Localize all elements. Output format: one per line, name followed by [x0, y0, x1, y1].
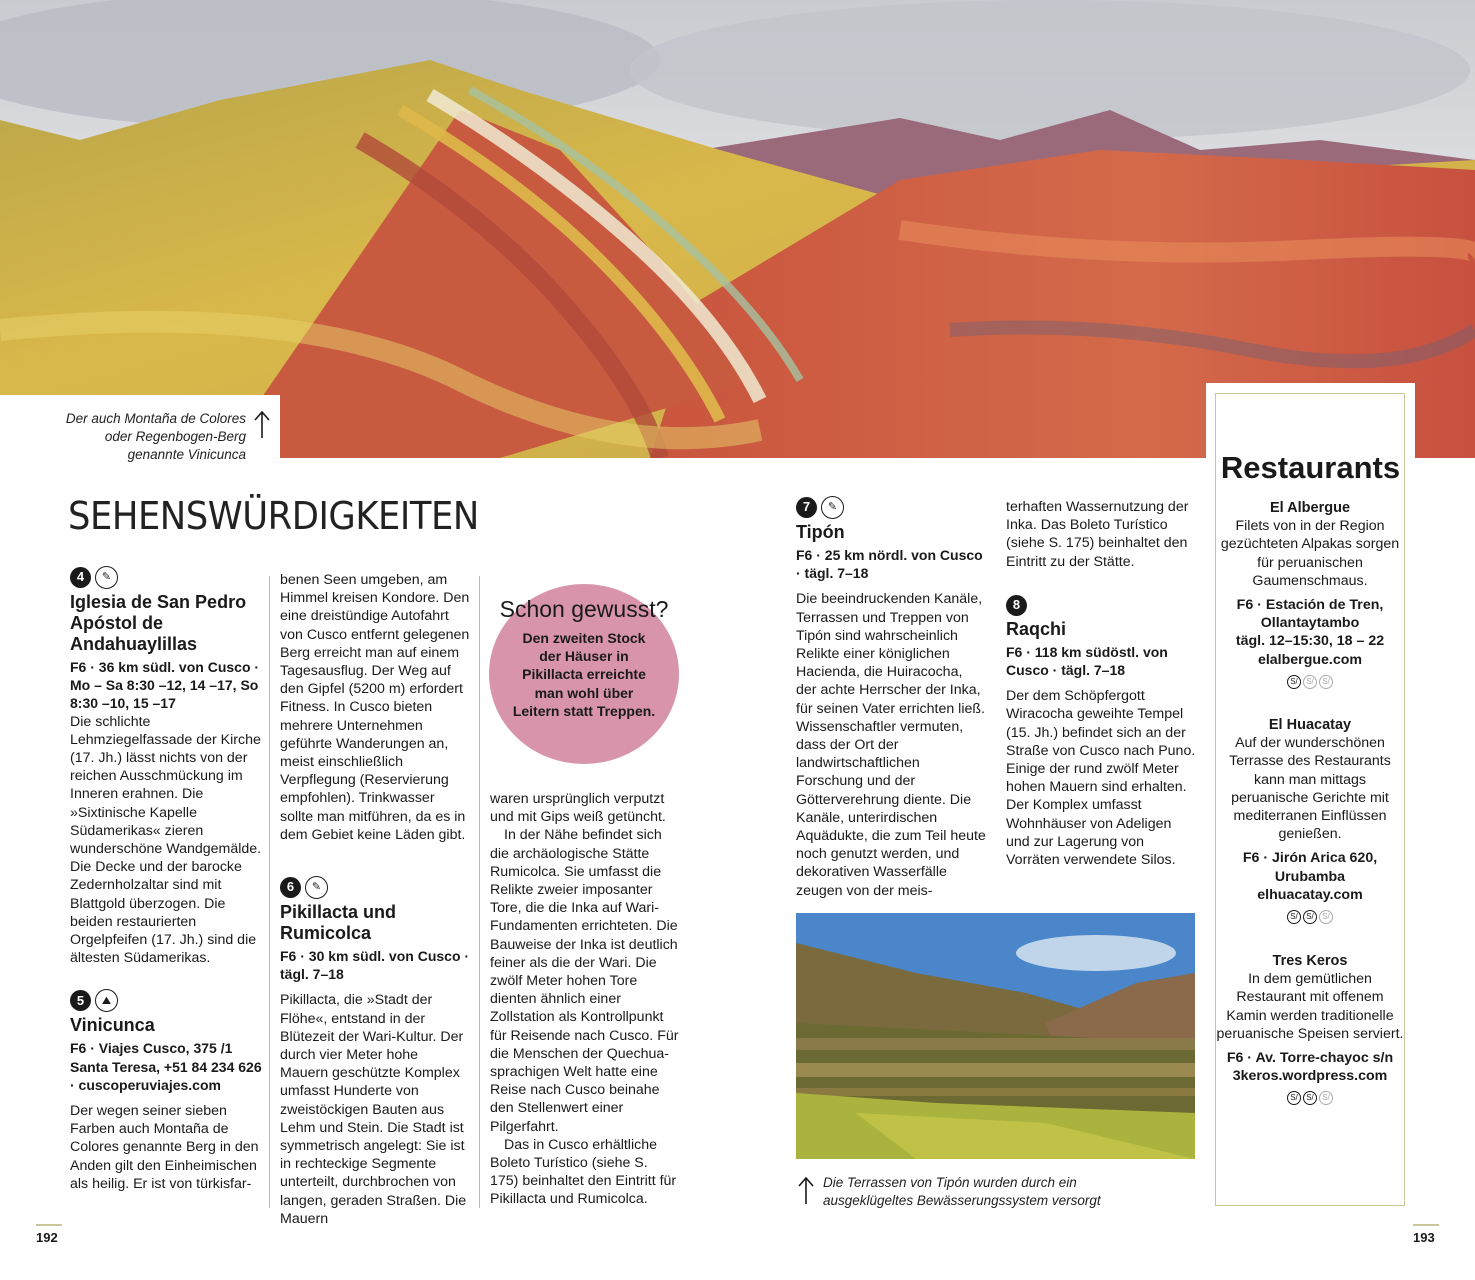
ruins-icon: ✎: [305, 876, 328, 899]
entry-text-vinicunca-a: Der wegen seiner sieben Farben auch Montaña de Colores genannte Berg in den Anden gilt den Einheimischen als heilig. Er ist von türkisfar-: [70, 1103, 259, 1192]
entry-text-raqchi: Der dem Schöpfergott Wiracocha geweihte Tempel (15. Jh.) befindet sich an der Straße von Cusco nach Puno. Einige der rund zwölf Meter hohen Mauern sind erhalten. Der Komplex umfasst Wohnhäuser von Adeligen und zur Lagerung von Vorräten verwendete Silos.: [1006, 688, 1196, 869]
price-rating: S/ S/ S/: [1216, 910, 1404, 924]
restaurant-web[interactable]: elalbergue.com: [1257, 651, 1363, 668]
price-rating: S/ S/ S/: [1216, 675, 1404, 689]
restaurant-tres-keros: [1216, 952, 1404, 1105]
did-you-know-title: Schon gewusst?: [499, 596, 669, 622]
column-1: [70, 566, 262, 1193]
restaurant-name: El Huacatay: [1268, 717, 1352, 733]
entry-title-andahuaylillas: Iglesia de San Pedro Apóstol de Andahuaylillas: [70, 592, 247, 654]
column-divider: [479, 576, 480, 1208]
entry-info-raqchi: F6 · 118 km südöstl. von Cusco · tägl. 7–18: [1006, 643, 1168, 679]
entry-info-andahuaylillas: F6 · 36 km südl. von Cusco · Mo – Sa 8:30 –12, 14 –17, So 8:30 –10, 15 –17: [70, 659, 260, 712]
restaurant-hours: tägl. 12–15:30, 18 – 22: [1235, 633, 1385, 650]
entry-title-vinicunca: Vinicunca: [70, 1015, 155, 1036]
entry-text-tipon-b: terhaften Wassernutzung der Inka. Das Boleto Turístico (siehe S. 175) beinhaltet den Eintritt zu der Stätte.: [1006, 499, 1189, 570]
column-3: [490, 790, 680, 1209]
entry-info-vinicunca: F6 · Viajes Cusco, 375 /1 Santa Teresa, +51 84 234 626 · cuscoperuviajes.com: [70, 1040, 262, 1093]
did-you-know-bubble: [489, 584, 679, 764]
restaurant-el-albergue: [1216, 499, 1404, 689]
entry-text-tipon-a: Die beeindruckenden Kanäle, Terrassen und Treppen von Tipón sind wahrscheinlich Relikte einer königlichen Hacienda, die Huiracocha, der achte Herrscher der Inka, für seinen Vater errichten ließ. Wissenschaftler vermuten, dass der Ort der landwirtschaftlichen Forschung und der Götterverehrung diente. Die Kanäle, unterirdischen Aquädukte, die zum Teil heute noch genutzt werden, und dekorativen Wasserfälle zeugen von der meis-: [796, 591, 986, 899]
section-title: SEHENSWÜRDIGKEITEN: [68, 494, 479, 538]
entry-number-8: 8: [1006, 595, 1027, 616]
restaurant-desc: Filets von in der Region gezüchteten Alpakas sorgen für peruanischen Gaumenschmaus.: [1220, 518, 1400, 589]
entry-title-pikillacta: Pikillacta und Rumicolca: [280, 902, 397, 944]
restaurants-title: Restaurants: [1220, 450, 1401, 485]
entry-text-andahuaylillas: Die schlichte Lehmziegelfassade der Kirche (17. Jh.) lässt nichts von der reichen Ausschmückung im Inneren erahnen. Die »Sixtinische Kapelle Südamerikas« zieren wunderschöne Wandgemälde. Die Decke und der barocke Zedernholzaltar sind mit Blattgold überzogen. Die beiden restaurierten Orgelpfeifen (17. Jh.) sind die ältesten Südamerikas.: [70, 713, 262, 967]
terraces-illustration: [796, 913, 1195, 1159]
restaurant-location: F6 · Estación de Tren, Ollantaytambo: [1236, 597, 1384, 632]
restaurant-desc: In dem gemütlichen Restaurant mit offenem Kamin werden traditionelle peruanische Speisen serviert.: [1216, 971, 1404, 1042]
column-divider: [269, 576, 270, 1208]
entry-info-tipon: F6 · 25 km nördl. von Cusco · tägl. 7–18: [796, 547, 983, 582]
restaurant-location: F6 · Jirón Arica 620, Urubamba: [1242, 850, 1378, 885]
photo-caption: Der auch Montaña de Colores oder Regenbogen-Berg genannte Vinicunca: [65, 411, 246, 462]
page-number-right: 193: [1413, 1230, 1435, 1245]
did-you-know-text: Den zweiten Stock der Häuser in Pikillacta erreichte man wohl über Leitern statt Treppen.: [512, 630, 656, 719]
entry-text-pikillacta-b: waren ursprünglich verputzt und mit Gips weiß getüncht.: [490, 791, 666, 826]
photo-tipon-terraces: [796, 913, 1195, 1159]
mountain-icon: ⛰: [95, 989, 118, 1012]
ruins-icon: ✎: [821, 496, 844, 519]
column-5: [1006, 498, 1196, 869]
entry-text-pikillacta-a: Pikillacta, die »Stadt der Flöhe«, entstand in der Blütezeit der Wari-Kultur. Der durch vier Meter hohe Mauern geschützte Komplex umfasst Hunderte von zweistöckigen Bauten aus Lehm und Stein. Die Stadt ist symmetrisch angelegt: Sie ist in rechteckige Segmente unterteilt, durchbrochen von langen, geraden Straßen. Die Mauern: [280, 992, 467, 1227]
price-rating: S/ S/ S/: [1216, 1091, 1404, 1105]
entry-number-4: 4: [70, 567, 91, 588]
restaurant-web[interactable]: elhuacatay.com: [1257, 886, 1363, 903]
restaurant-el-huacatay: [1216, 716, 1404, 924]
column-4: [796, 496, 986, 900]
restaurant-name: El Albergue: [1269, 500, 1351, 516]
entry-title-raqchi: Raqchi: [1006, 618, 1067, 639]
restaurant-desc: Auf der wunderschönen Terrasse des Restaurants kann man mittags peruanische Gerichte mit mediterranen Einflüssen genießen.: [1229, 735, 1391, 843]
entry-title-tipon: Tipón: [796, 522, 845, 542]
entry-number-5: 5: [70, 990, 91, 1011]
restaurant-name: Tres Keros: [1272, 953, 1348, 969]
entry-info-pikillacta: F6 · 30 km südl. von Cusco · tägl. 7–18: [280, 948, 470, 983]
restaurant-web[interactable]: 3keros.wordpress.com: [1232, 1068, 1388, 1085]
restaurant-location: F6 · Av. Torre-chayoc s/n: [1226, 1050, 1394, 1067]
entry-text-vinicunca-b: benen Seen umgeben, am Himmel kreisen Kondore. Den eine dreistündige Autofahrt von Cusco entfernt gelegenen Berg erreicht man auf einem Tagesausflug. Der Weg auf den Gipfel (5200 m) erfordert Fitness. In Cusco bieten mehrere Unternehmen geführte Wanderungen an, meist einschließlich Verpflegung (Reservierung empfohlen). Trinkwasser sollte man mitführen, da es in dem Gebiet keine Läden gibt.: [280, 572, 470, 843]
entry-text-pikillacta-d: Das in Cusco erhältliche Boleto Turístico (siehe S. 175) beinhaltet den Eintritt für Pikillacta und Rumicolca.: [490, 1136, 677, 1208]
photo2-caption: Die Terrassen von Tipón wurden durch ein ausgeklügeltes Bewässerungssystem versorgt: [823, 1175, 1101, 1208]
column-2: [280, 571, 470, 1228]
page-number-left: 192: [36, 1230, 58, 1245]
church-icon: ✎: [95, 566, 118, 589]
up-arrow-icon: [252, 410, 272, 440]
up-arrow-icon: [796, 1176, 816, 1206]
entry-number-7: 7: [796, 497, 817, 518]
entry-number-6: 6: [280, 877, 301, 898]
entry-text-pikillacta-c: In der Nähe befindet sich die archäologische Stätte Rumicolca. Sie umfasst die Relikte zweier imposanter Tore, die die Inka auf Wari-Fundamenten errichteten. Die Bauweise der Inka ist deutlich feiner als die der Wari. Die zwölf Meter hohen Tore dienten ähnlich einer Zollstation als Kontrollpunkt für Reisende nach Cusco. Für die Menschen der Quechua-sprachigen Welt hatte eine Reise nach Cusco beinahe den Stellenwert einer Pilgerfahrt.: [490, 827, 679, 1135]
